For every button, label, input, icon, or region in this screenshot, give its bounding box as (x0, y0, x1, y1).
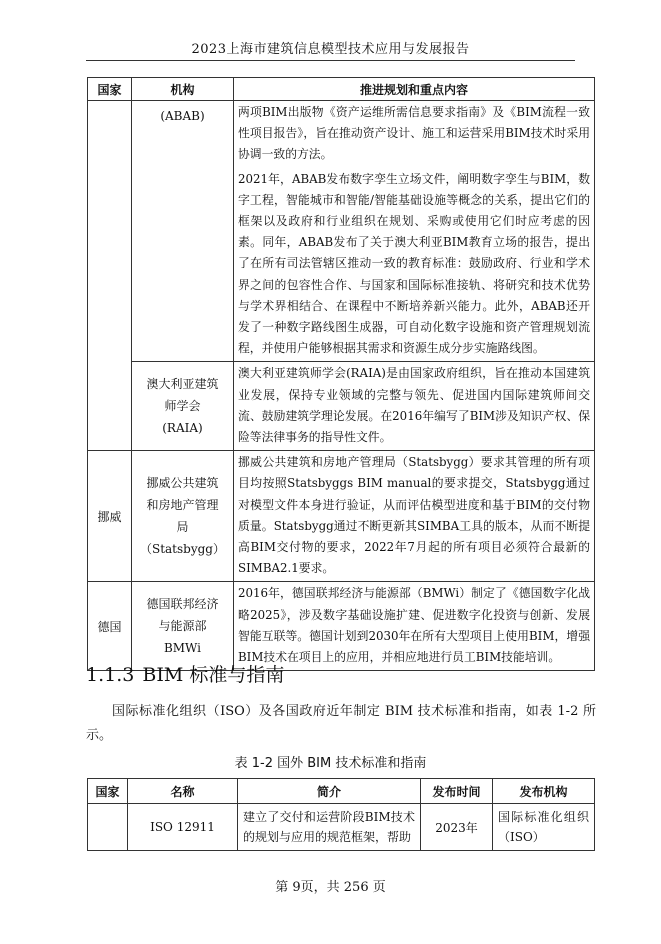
header-rule (86, 60, 575, 61)
country-cell: 德国 (88, 582, 132, 671)
column-header-publisher: 发布机构 (493, 779, 595, 804)
institution-line: 澳大利亚建筑 (146, 377, 219, 392)
table-row (88, 101, 595, 362)
content-cell (234, 451, 595, 582)
table-header-row (88, 78, 595, 101)
institution-cell (132, 101, 234, 362)
table-header-row (88, 779, 595, 804)
institution-cell (132, 451, 234, 582)
institution-cell (132, 362, 234, 451)
institution-line: 德国联邦经济 (146, 597, 219, 612)
publisher-cell: 国际标准化组织（ISO） (493, 804, 595, 851)
content-cell (234, 582, 595, 671)
institution-line: 师学会 (164, 399, 201, 414)
table-row (88, 451, 595, 582)
standard-name-cell: ISO 12911 (128, 804, 238, 851)
country-cell (88, 804, 128, 851)
content-paragraph: 2016年，德国联邦经济与能源部（BMWi）制定了《德国数字化战略2025》，涉及数字基础设施扩建、促进数字化投资与创新、发展智能互联等。德国计划到2030年在所有大型项目上使用BIM，增强BIM技术在项目上的应用，并相应地进行员工BIM技能培训。 (238, 586, 590, 665)
table-bim-institutions (87, 77, 595, 671)
section-title: BIM 标准与指南 (142, 664, 285, 686)
table-row (88, 804, 595, 851)
content-paragraph: 挪威公共建筑和房地产管理局（Statsbygg）要求其管理的所有项目均按照Statsbyggs BIM manual的要求提交，Statsbygg通过对模型文件本身进行验证，从而评估模型进度和基于BIM的交付物质量。Statsbygg通过不断更新其SIMBA工具的版本，从而不断提高BIM交付物的要求，2022年7月起的所有项目必须符合最新的SIMBA2.1要求。 (238, 455, 590, 576)
content-paragraph: 澳大利亚建筑师学会(RAIA)是由国家政府组织，旨在推动本国建筑业发展，保持专业领域的完整与领先、促进国内国际建筑师间交流、鼓励建筑学理论发展。在2016年编写了BIM涉及知识产权、保险等法律事务的指导性文件。 (238, 366, 590, 445)
table-bim-standards (87, 778, 595, 851)
country-cell (88, 101, 132, 451)
intro-cell: 建立了交付和运营阶段BIM技术的规划与应用的规范框架，帮助 (238, 804, 421, 851)
running-header: 2023上海市建筑信息模型技术应用与发展报告 (191, 42, 470, 57)
table-row (88, 582, 595, 671)
date-cell: 2023年 (421, 804, 493, 851)
institution-line: (RAIA) (162, 421, 203, 436)
country-cell: 挪威 (88, 451, 132, 582)
institution-line: （Statsbygg） (139, 542, 225, 557)
table-row (88, 362, 595, 451)
column-header-intro: 简介 (238, 779, 421, 804)
institution-line: 挪威公共建筑 (146, 476, 219, 491)
column-header-name: 名称 (128, 779, 238, 804)
page-footer: 第 9页，共 256 页 (275, 880, 386, 895)
column-header-content: 推进规划和重点内容 (234, 78, 595, 101)
institution-line: BMWi (163, 641, 202, 656)
section-number: 1.1.3 (86, 664, 135, 686)
column-header-country: 国家 (88, 779, 128, 804)
institution-line: 和房地产管理 (146, 498, 219, 513)
column-header-date: 发布时间 (421, 779, 493, 804)
institution-line: (ABAB) (160, 109, 205, 123)
institution-cell (132, 582, 234, 671)
table-caption: 表 1-2 国外 BIM 技术标准和指南 (234, 756, 427, 771)
content-cell (234, 101, 595, 362)
content-cell (234, 362, 595, 451)
institution-line: 与能源部 (158, 619, 207, 634)
body-paragraph: 国际标准化组织（ISO）及各国政府近年制定 BIM 技术标准和指南，如表 1-2 所示。 (86, 704, 596, 743)
content-paragraph: 2021年，ABAB发布数字孪生立场文件，阐明数字孪生与BIM，数字工程，智能城市和智能/智能基础设施等概念的关系，提出它们的框架以及政府和行业组织在规划、采购或使用它们时应考虑的因素。同年，ABAB发布了关于澳大利亚BIM教育立场的报告，提出了在所有司法管辖区推动一致的教育标准：鼓励政府、行业和学术界之间的包容性合作、与国家和国际标准接轨、将研究和技术优势与学术界相结合、在课程中不断培养新兴能力。此外，ABAB还开发了一种数字路线图生成器，可自动化数字设施和资产管理规划流程，并使用户能够根据其需求和资源生成分步实施路线图。 (238, 171, 590, 356)
institution-line: 局 (176, 520, 189, 535)
column-header-institution: 机构 (132, 78, 234, 101)
column-header-country: 国家 (88, 78, 132, 101)
content-paragraph: 两项BIM出版物《资产运维所需信息要求指南》及《BIM流程一致性项目报告》，旨在推动资产设计、施工和运营采用BIM技术时采用协调一致的方法。 (238, 105, 590, 162)
section-heading (86, 660, 284, 687)
